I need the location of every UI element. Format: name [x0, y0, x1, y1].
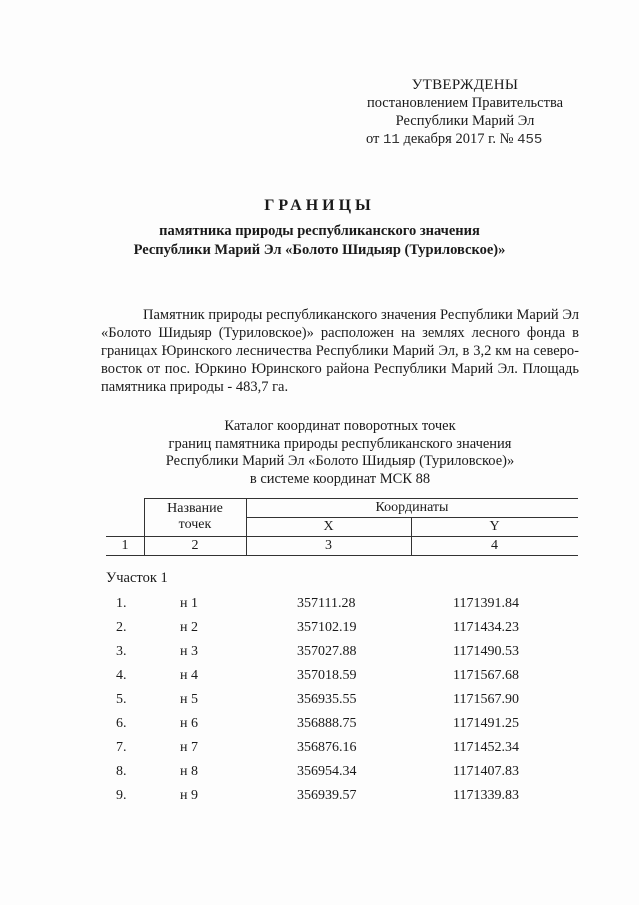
point-name: н 2: [180, 620, 198, 635]
point-name: н 4: [180, 668, 198, 683]
table-header-bottom: [106, 536, 578, 537]
point-x: 356876.16: [297, 740, 357, 755]
point-row: [0, 764, 639, 788]
subtitle-line-1: памятника природы республиканского значения: [159, 223, 480, 239]
catalog-line-4: в системе координат МСК 88: [249, 470, 431, 487]
point-number: 1.: [116, 596, 127, 611]
point-y: 1171490.53: [453, 644, 519, 659]
document-title: ГРАНИЦЫ: [264, 197, 375, 214]
point-name: н 1: [180, 596, 198, 611]
header-name-line-2: точек: [178, 517, 212, 532]
header-name-line-1: Название: [167, 501, 223, 516]
section-label: Участок 1: [106, 570, 168, 586]
header-name: [144, 501, 246, 533]
decree-number: 455: [517, 132, 543, 148]
point-row: [0, 788, 639, 812]
point-x: 357027.88: [297, 644, 357, 659]
index-col-3: 3: [325, 538, 332, 553]
point-y: 1171567.90: [453, 692, 519, 707]
catalog-line-2: границ памятника природы республиканского значения: [168, 435, 512, 452]
point-row: [0, 620, 639, 644]
header-coordinates: Координаты: [375, 500, 449, 515]
point-y: 1171567.68: [453, 668, 519, 683]
point-row: [0, 668, 639, 692]
point-row: [0, 692, 639, 716]
point-name: н 9: [180, 788, 198, 803]
point-y: 1171434.23: [453, 620, 519, 635]
description-text: Памятник природы республиканского значения Республики Марий Эл «Болото Шидыяр (Туриловское)» расположен на землях лесного фонда в границах Юринского лесничества Республики Марий Эл, в 3,2 км на северо-восток от пос. Юркино Юринского района Республики Марий Эл. Площадь памятника природы - 483,7 га.: [101, 307, 579, 395]
catalog-line-3: Республики Марий Эл «Болото Шидыяр (Туриловское)»: [165, 453, 515, 469]
date-rest: декабря 2017 г. №: [403, 131, 514, 147]
header-y: Y: [489, 519, 500, 534]
table-index-bottom: [106, 555, 578, 556]
point-x: 356935.55: [297, 692, 357, 707]
point-number: 9.: [116, 788, 127, 803]
point-y: 1171491.25: [453, 716, 519, 731]
point-y: 1171452.34: [453, 740, 519, 755]
table-top-border: [144, 498, 578, 499]
point-row: [0, 596, 639, 620]
point-x: 357102.19: [297, 620, 357, 635]
point-name: н 5: [180, 692, 198, 707]
catalog-heading: [110, 418, 570, 488]
point-x: 356954.34: [297, 764, 357, 779]
point-name: н 3: [180, 644, 198, 659]
date-day: 11: [383, 132, 400, 148]
point-y: 1171391.84: [453, 596, 519, 611]
point-row: [0, 644, 639, 668]
point-name: н 6: [180, 716, 198, 731]
subtitle-line-2: Республики Марий Эл «Болото Шидыяр (Туриловское)»: [133, 242, 506, 258]
index-col-4: 4: [491, 538, 498, 553]
point-x: 357018.59: [297, 668, 357, 683]
point-y: 1171339.83: [453, 788, 519, 803]
point-number: 2.: [116, 620, 127, 635]
table-coords-divider: [246, 517, 578, 518]
header-x: X: [323, 519, 334, 534]
point-x: 356888.75: [297, 716, 357, 731]
approval-block: [350, 76, 580, 149]
point-row: [0, 716, 639, 740]
point-name: н 8: [180, 764, 198, 779]
document-subtitle: [0, 222, 639, 260]
point-x: 356939.57: [297, 788, 357, 803]
point-number: 4.: [116, 668, 127, 683]
approval-line-1: постановлением Правительства: [366, 95, 564, 111]
point-name: н 7: [180, 740, 198, 755]
approval-date-line: [350, 130, 580, 149]
date-prefix: от: [366, 131, 380, 147]
approval-line-2: Республики Марий Эл: [395, 113, 535, 129]
index-col-2: 2: [191, 538, 199, 553]
point-number: 8.: [116, 764, 127, 779]
approval-heading: УТВЕРЖДЕНЫ: [411, 77, 519, 93]
point-row: [0, 740, 639, 764]
point-number: 5.: [116, 692, 127, 707]
description-paragraph: [101, 306, 579, 396]
point-number: 6.: [116, 716, 127, 731]
coordinates-table-header: [106, 498, 578, 556]
index-col-1: 1: [121, 538, 129, 553]
point-number: 3.: [116, 644, 127, 659]
point-y: 1171407.83: [453, 764, 519, 779]
catalog-line-1: Каталог координат поворотных точек: [224, 418, 456, 434]
point-x: 357111.28: [297, 596, 356, 611]
point-number: 7.: [116, 740, 127, 755]
